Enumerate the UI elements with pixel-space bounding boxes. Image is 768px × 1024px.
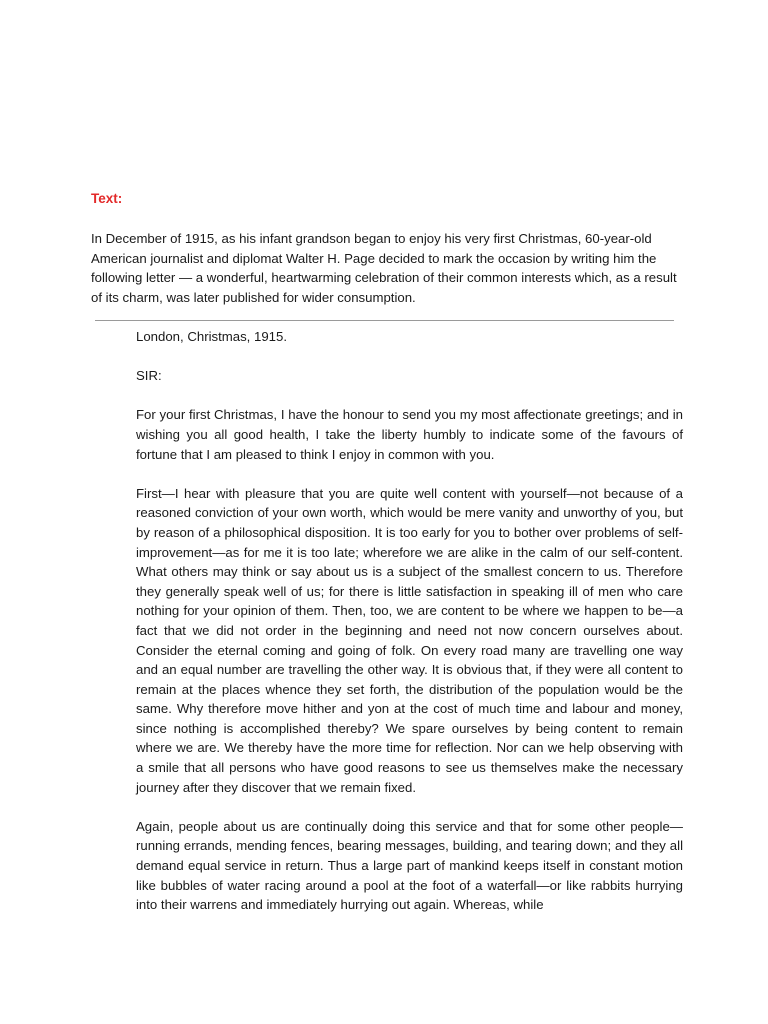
letter-paragraph: For your first Christmas, I have the honour to send you my most affectionate greetings; and in wishing you all good health, I take the liberty humbly to indicate some of the favours of fortune that I am pleased to think I enjoy in common with you. — [136, 407, 683, 462]
letter-paragraph: Again, people about us are continually doing this service and that for some other people—running errands, mending fences, bearing messages, building, and tearing down; and they all demand equal service in return. Thus a large part of mankind keeps itself in constant motion like bubbles of water racing around a pool at the foot of a waterfall—or like rabbits hurrying into their warrens and immediately hurrying out again. Whereas, while — [136, 818, 683, 913]
letter-body — [136, 327, 683, 934]
section-label: Text: — [91, 191, 123, 206]
intro-paragraph: In December of 1915, as his infant grandson began to enjoy his very first Christmas, 60-year-old American journalist and diplomat Walter H. Page decided to mark the occasion by writing him the following letter — a wonderful, heartwarming celebration of their common interests which, as a result of its charm, was later published for wider consumption. — [91, 231, 677, 306]
divider-line — [95, 320, 674, 321]
letter-salutation: SIR: — [136, 368, 162, 384]
letter-paragraph: First—I hear with pleasure that you are quite well content with yourself—not because of a reasoned conviction of your own worth, which would be mere vanity and unworthy of you, but by reason of a philosophical disposition. It is too early for you to bother over problems of self-improvement—as for me it is too late; wherefore we are alike in the calm of our self-content. What others may think or say about us is a subject of the smallest concern to us. Therefore they generally speak well of us; for there is little satisfaction in speaking ill of men who care nothing for your opinion of them. Then, too, we are content to be where we happen to be—a fact that we did not order in the beginning and need not now concern ourselves about. Consider the eternal coming and going of folk. On every road many are travelling one way and an equal number are travelling the other way. It is obvious that, if they were all content to remain at the places whence they set forth, the distribution of the population would be the same. Why therefore move hither and yon at the cost of much time and labour and money, since nothing is accomplished thereby? We spare ourselves by being content to remain where we are. We thereby have the more time for reflection. Nor can we help observing with a smile that all persons who have good reasons to see us themselves make the necessary journey after they discover that we remain fixed. — [136, 485, 683, 795]
letter-dateline: London, Christmas, 1915. — [136, 329, 288, 344]
